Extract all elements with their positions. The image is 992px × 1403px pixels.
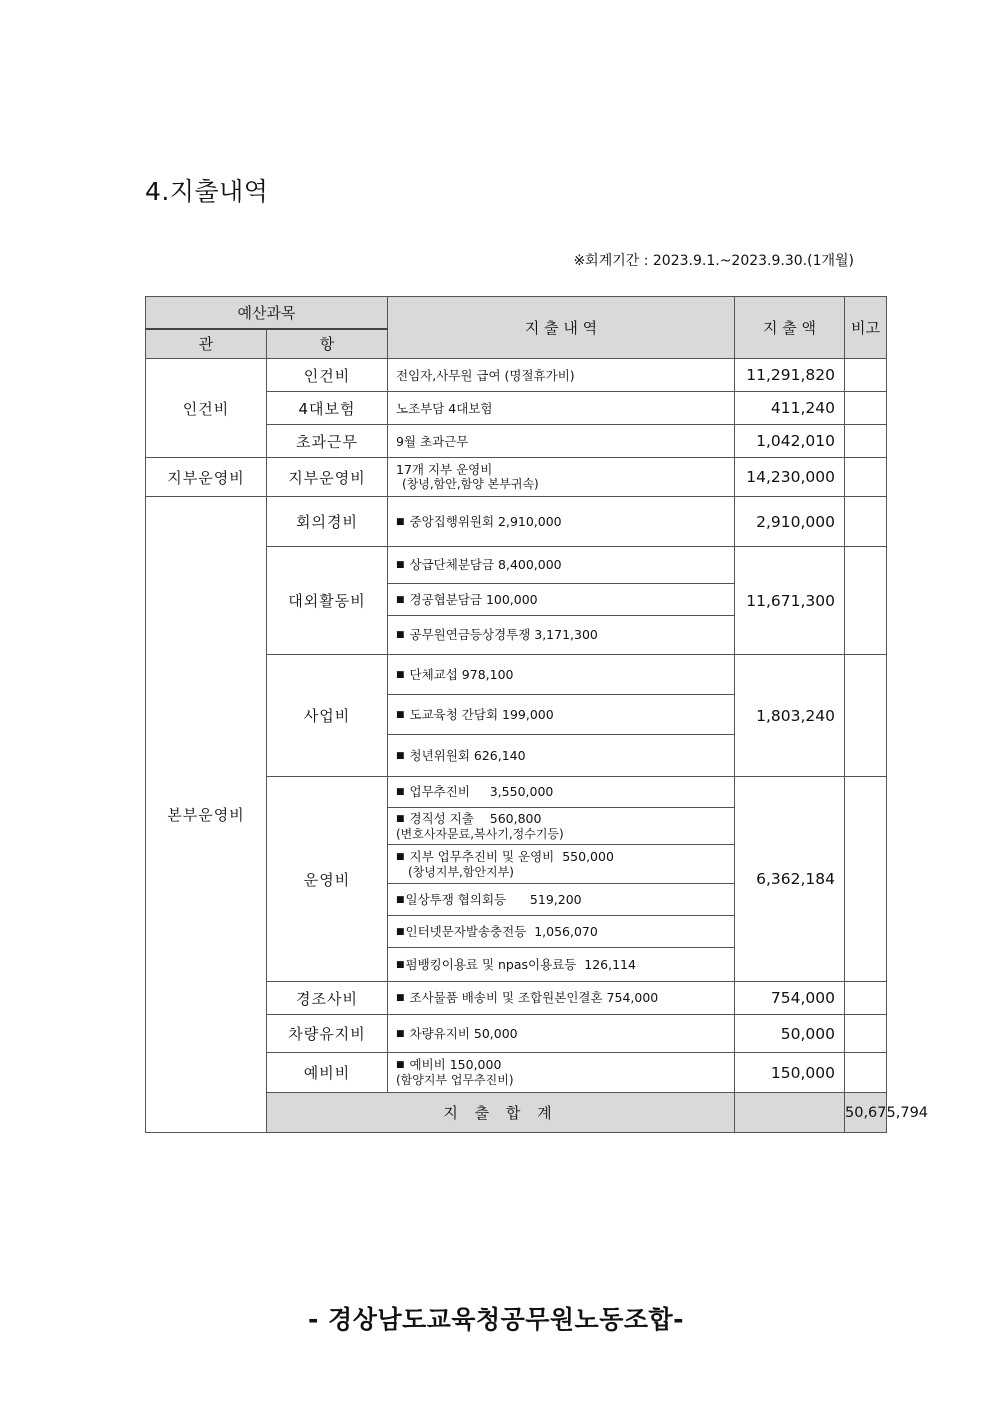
expense-table bbox=[145, 296, 929, 1133]
item-name: 경조사비 bbox=[267, 982, 388, 1015]
item-amount: 150,000 bbox=[735, 1053, 845, 1093]
item-amount: 754,000 bbox=[735, 982, 845, 1015]
item-detail: ■인터넷문자발송충전등 1,056,070 bbox=[388, 916, 735, 948]
item-detail: ■ 도교육청 간담회 199,000 bbox=[388, 695, 735, 735]
item-detail: ■ 중앙집행위원회 2,910,000 bbox=[388, 497, 735, 547]
detail-main: 17개 지부 운영비 bbox=[396, 462, 493, 477]
item-amount: 2,910,000 bbox=[735, 497, 845, 547]
item-detail: ■ 업무추진비 3,550,000 bbox=[388, 777, 735, 808]
header-remarks: 비고 bbox=[845, 297, 887, 359]
header-amount: 지 출 액 bbox=[735, 297, 845, 359]
item-detail: ■ 공무원연금등상경투쟁 3,171,300 bbox=[388, 616, 735, 655]
item-detail: ■ 단체교섭 978,100 bbox=[388, 655, 735, 695]
item-name: 회의경비 bbox=[267, 497, 388, 547]
bullet-icon: ■ bbox=[396, 894, 405, 905]
item-detail: ■ 조사물품 배송비 및 조합원본인결혼 754,000 bbox=[388, 982, 735, 1015]
bullet-icon: ■ bbox=[396, 669, 405, 680]
item-detail: ■ 청년위원회 626,140 bbox=[388, 735, 735, 777]
item-detail: 전임자,사무원 급여 (명절휴가비) bbox=[388, 359, 735, 392]
detail-sub: (창녕,함안,함양 본부귀속) bbox=[402, 477, 539, 491]
item-name: 4대보험 bbox=[267, 392, 388, 425]
category-branch: 지부운영비 bbox=[146, 458, 267, 497]
item-remark bbox=[845, 777, 887, 982]
item-name: 운영비 bbox=[267, 777, 388, 982]
item-remark bbox=[845, 458, 887, 497]
item-amount: 11,291,820 bbox=[735, 359, 845, 392]
item-remark bbox=[845, 392, 887, 425]
category-hq: 본부운영비 bbox=[146, 497, 267, 1133]
item-detail: ■ 경공협분담금 100,000 bbox=[388, 584, 735, 616]
item-detail: ■ 차량유지비 50,000 bbox=[388, 1015, 735, 1053]
item-remark bbox=[845, 1053, 887, 1093]
item-amount: 50,000 bbox=[735, 1015, 845, 1053]
table-row bbox=[146, 497, 887, 547]
detail-sub: (함양지부 업무추진비) bbox=[396, 1073, 514, 1087]
item-detail: ■일상투쟁 협의회등 519,200 bbox=[388, 884, 735, 916]
table-row bbox=[146, 458, 887, 497]
header-details: 지 출 내 역 bbox=[388, 297, 735, 359]
item-remark bbox=[845, 1015, 887, 1053]
item-detail: ■펌뱅킹이용료 및 npas이용료등 126,114 bbox=[388, 948, 735, 982]
header-gwan: 관 bbox=[146, 329, 267, 359]
item-detail bbox=[388, 458, 735, 497]
item-name: 사업비 bbox=[267, 655, 388, 777]
header-hang: 항 bbox=[267, 329, 388, 359]
organization-footer: - 경상남도교육청공무원노동조합- bbox=[307, 1305, 685, 1334]
item-amount: 6,362,184 bbox=[735, 777, 845, 982]
item-name: 초과근무 bbox=[267, 425, 388, 458]
item-amount: 14,230,000 bbox=[735, 458, 845, 497]
item-amount: 1,803,240 bbox=[735, 655, 845, 777]
bullet-icon: ■ bbox=[396, 1028, 405, 1039]
item-name: 예비비 bbox=[267, 1053, 388, 1093]
total-amount: 50,675,794 bbox=[845, 1093, 887, 1133]
item-amount: 411,240 bbox=[735, 392, 845, 425]
detail-sub: (창녕지부,함안지부) bbox=[408, 864, 514, 879]
item-name: 차량유지비 bbox=[267, 1015, 388, 1053]
total-label: 지 출 합 계 bbox=[267, 1093, 735, 1133]
item-detail: ■ 예비비 150,000 (함양지부 업무추진비) bbox=[388, 1053, 735, 1093]
bullet-icon: ■ bbox=[396, 594, 405, 605]
table-row bbox=[146, 359, 887, 392]
bullet-icon: ■ bbox=[396, 630, 405, 640]
item-remark bbox=[845, 982, 887, 1015]
category-labor: 인건비 bbox=[146, 359, 267, 458]
bullet-icon: ■ bbox=[396, 709, 405, 720]
item-name: 대외활동비 bbox=[267, 547, 388, 655]
item-detail: ■ 지부 업무추진비 및 운영비 550,000 (창녕지부,함안지부) bbox=[388, 845, 735, 884]
item-name: 지부운영비 bbox=[267, 458, 388, 497]
bullet-icon: ■ bbox=[396, 560, 405, 570]
item-amount: 11,671,300 bbox=[735, 547, 845, 655]
item-remark bbox=[845, 425, 887, 458]
item-amount: 1,042,010 bbox=[735, 425, 845, 458]
bullet-icon: ■ bbox=[396, 851, 405, 862]
total-detail bbox=[735, 1093, 845, 1133]
bullet-icon: ■ bbox=[396, 813, 405, 824]
accounting-period: ※회계기간 : 2023.9.1.~2023.9.30.(1개월) bbox=[573, 253, 854, 269]
item-detail: ■ 경직성 지출 560,800 (변호사자문료,복사기,정수기등) bbox=[388, 808, 735, 845]
bullet-icon: ■ bbox=[396, 959, 405, 970]
bullet-icon: ■ bbox=[396, 926, 405, 937]
bullet-icon: ■ bbox=[396, 750, 405, 761]
detail-sub: (변호사자문료,복사기,정수기등) bbox=[396, 826, 564, 841]
item-remark bbox=[845, 655, 887, 777]
bullet-icon: ■ bbox=[396, 993, 405, 1003]
bullet-icon: ■ bbox=[396, 787, 405, 797]
item-remark bbox=[845, 497, 887, 547]
header-budget: 예산과목 bbox=[146, 297, 388, 329]
item-remark bbox=[845, 359, 887, 392]
item-remark bbox=[845, 547, 887, 655]
page-title: 4.지출내역 bbox=[145, 177, 269, 206]
bullet-icon: ■ bbox=[396, 1060, 405, 1070]
item-name: 인건비 bbox=[267, 359, 388, 392]
bullet-icon: ■ bbox=[396, 516, 405, 527]
item-detail: 9월 초과근무 bbox=[388, 425, 735, 458]
item-detail: ■ 상급단체분담금 8,400,000 bbox=[388, 547, 735, 584]
item-detail: 노조부담 4대보험 bbox=[388, 392, 735, 425]
